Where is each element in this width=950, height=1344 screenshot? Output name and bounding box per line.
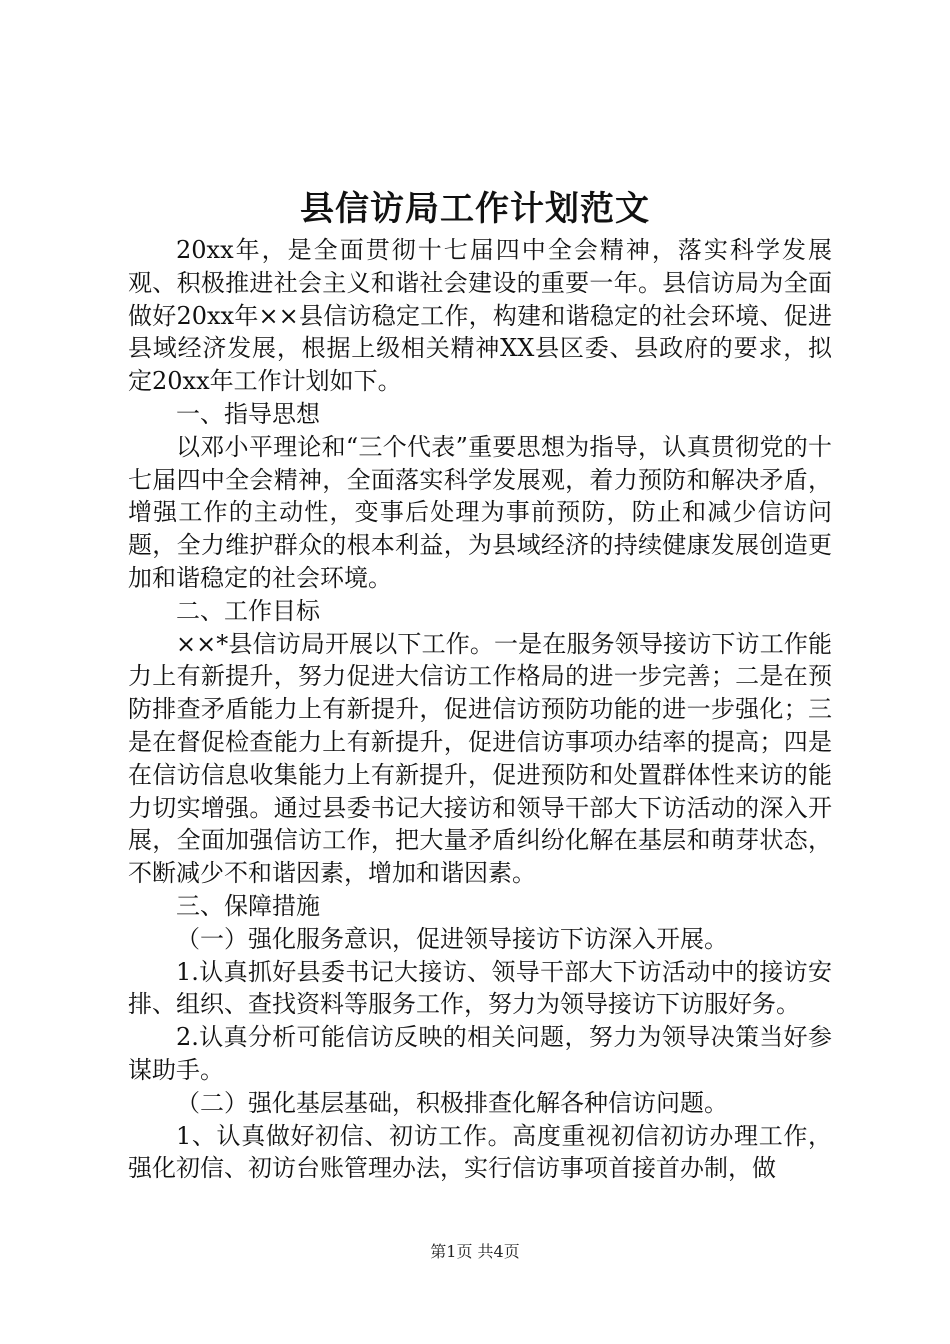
page-footer: 第1页 共4页 <box>430 1242 520 1261</box>
paragraph-work-goals: ××*县信访局开展以下工作。一是在服务领导接访下访工作能力上有新提升，努力促进大信访工作格局的进一步完善；二是在预防排查矛盾能力上有新提升，促进信访预防功能的进一步强化；三是在督促检查能力上有新提升，促进信访事项办结率的提高；四是在信访信息收集能力上有新提升，促进预防和处置群体性来访的能力切实增强。通过县委书记大接访和领导干部大下访活动的深入开展，全面加强信访工作，把大量矛盾纠纷化解在基层和萌芽状态，不断减少不和谐因素，增加和谐因素。 <box>128 629 832 888</box>
heading-work-goals: 二、工作目标 <box>176 596 320 625</box>
heading-guiding-ideology: 一、指导思想 <box>176 399 320 428</box>
heading-safeguard-measures: 三、保障措施 <box>176 891 320 920</box>
subheading-service-awareness: （一）强化服务意识，促进领导接访下访深入开展。 <box>176 924 728 953</box>
item-2-analysis: 2.认真分析可能信访反映的相关问题，努力为领导决策当好参谋助手。 <box>128 1023 832 1084</box>
paragraph-guiding-ideology: 以邓小平理论和“三个代表”重要思想为指导，认真贯彻党的十七届四中全会精神，全面落实科学发展观，着力预防和解决矛盾，增强工作的主动性，变事后处理为事前预防，防止和减少信访问题，全力维护群众的根本利益，为县域经济的持续健康发展创造更加和谐稳定的社会环境。 <box>128 432 832 592</box>
item-1-reception-service: 1.认真抓好县委书记大接访、领导干部大下访活动中的接访安排、组织、查找资料等服务工作，努力为领导接访下访服好务。 <box>128 957 832 1019</box>
document-title: 县信访局工作计划范文 <box>300 189 650 229</box>
document-body <box>128 234 832 1185</box>
subheading-grassroots: （二）强化基层基础，积极排查化解各种信访问题。 <box>176 1088 728 1117</box>
item-1-initial-petitions: 1、认真做好初信、初访工作。高度重视初信初访办理工作，强化初信、初访台账管理办法，实行信访事项首接首办制，做 <box>128 1121 832 1183</box>
paragraph-intro: 20xx年，是全面贯彻十七届四中全会精神，落实科学发展观、积极推进社会主义和谐社会建设的重要一年。县信访局为全面做好20xx年××县信访稳定工作，构建和谐稳定的社会环境、促进县域经济发展，根据上级相关精神XX县区委、县政府的要求，拟定20xx年工作计划如下。 <box>128 236 832 396</box>
